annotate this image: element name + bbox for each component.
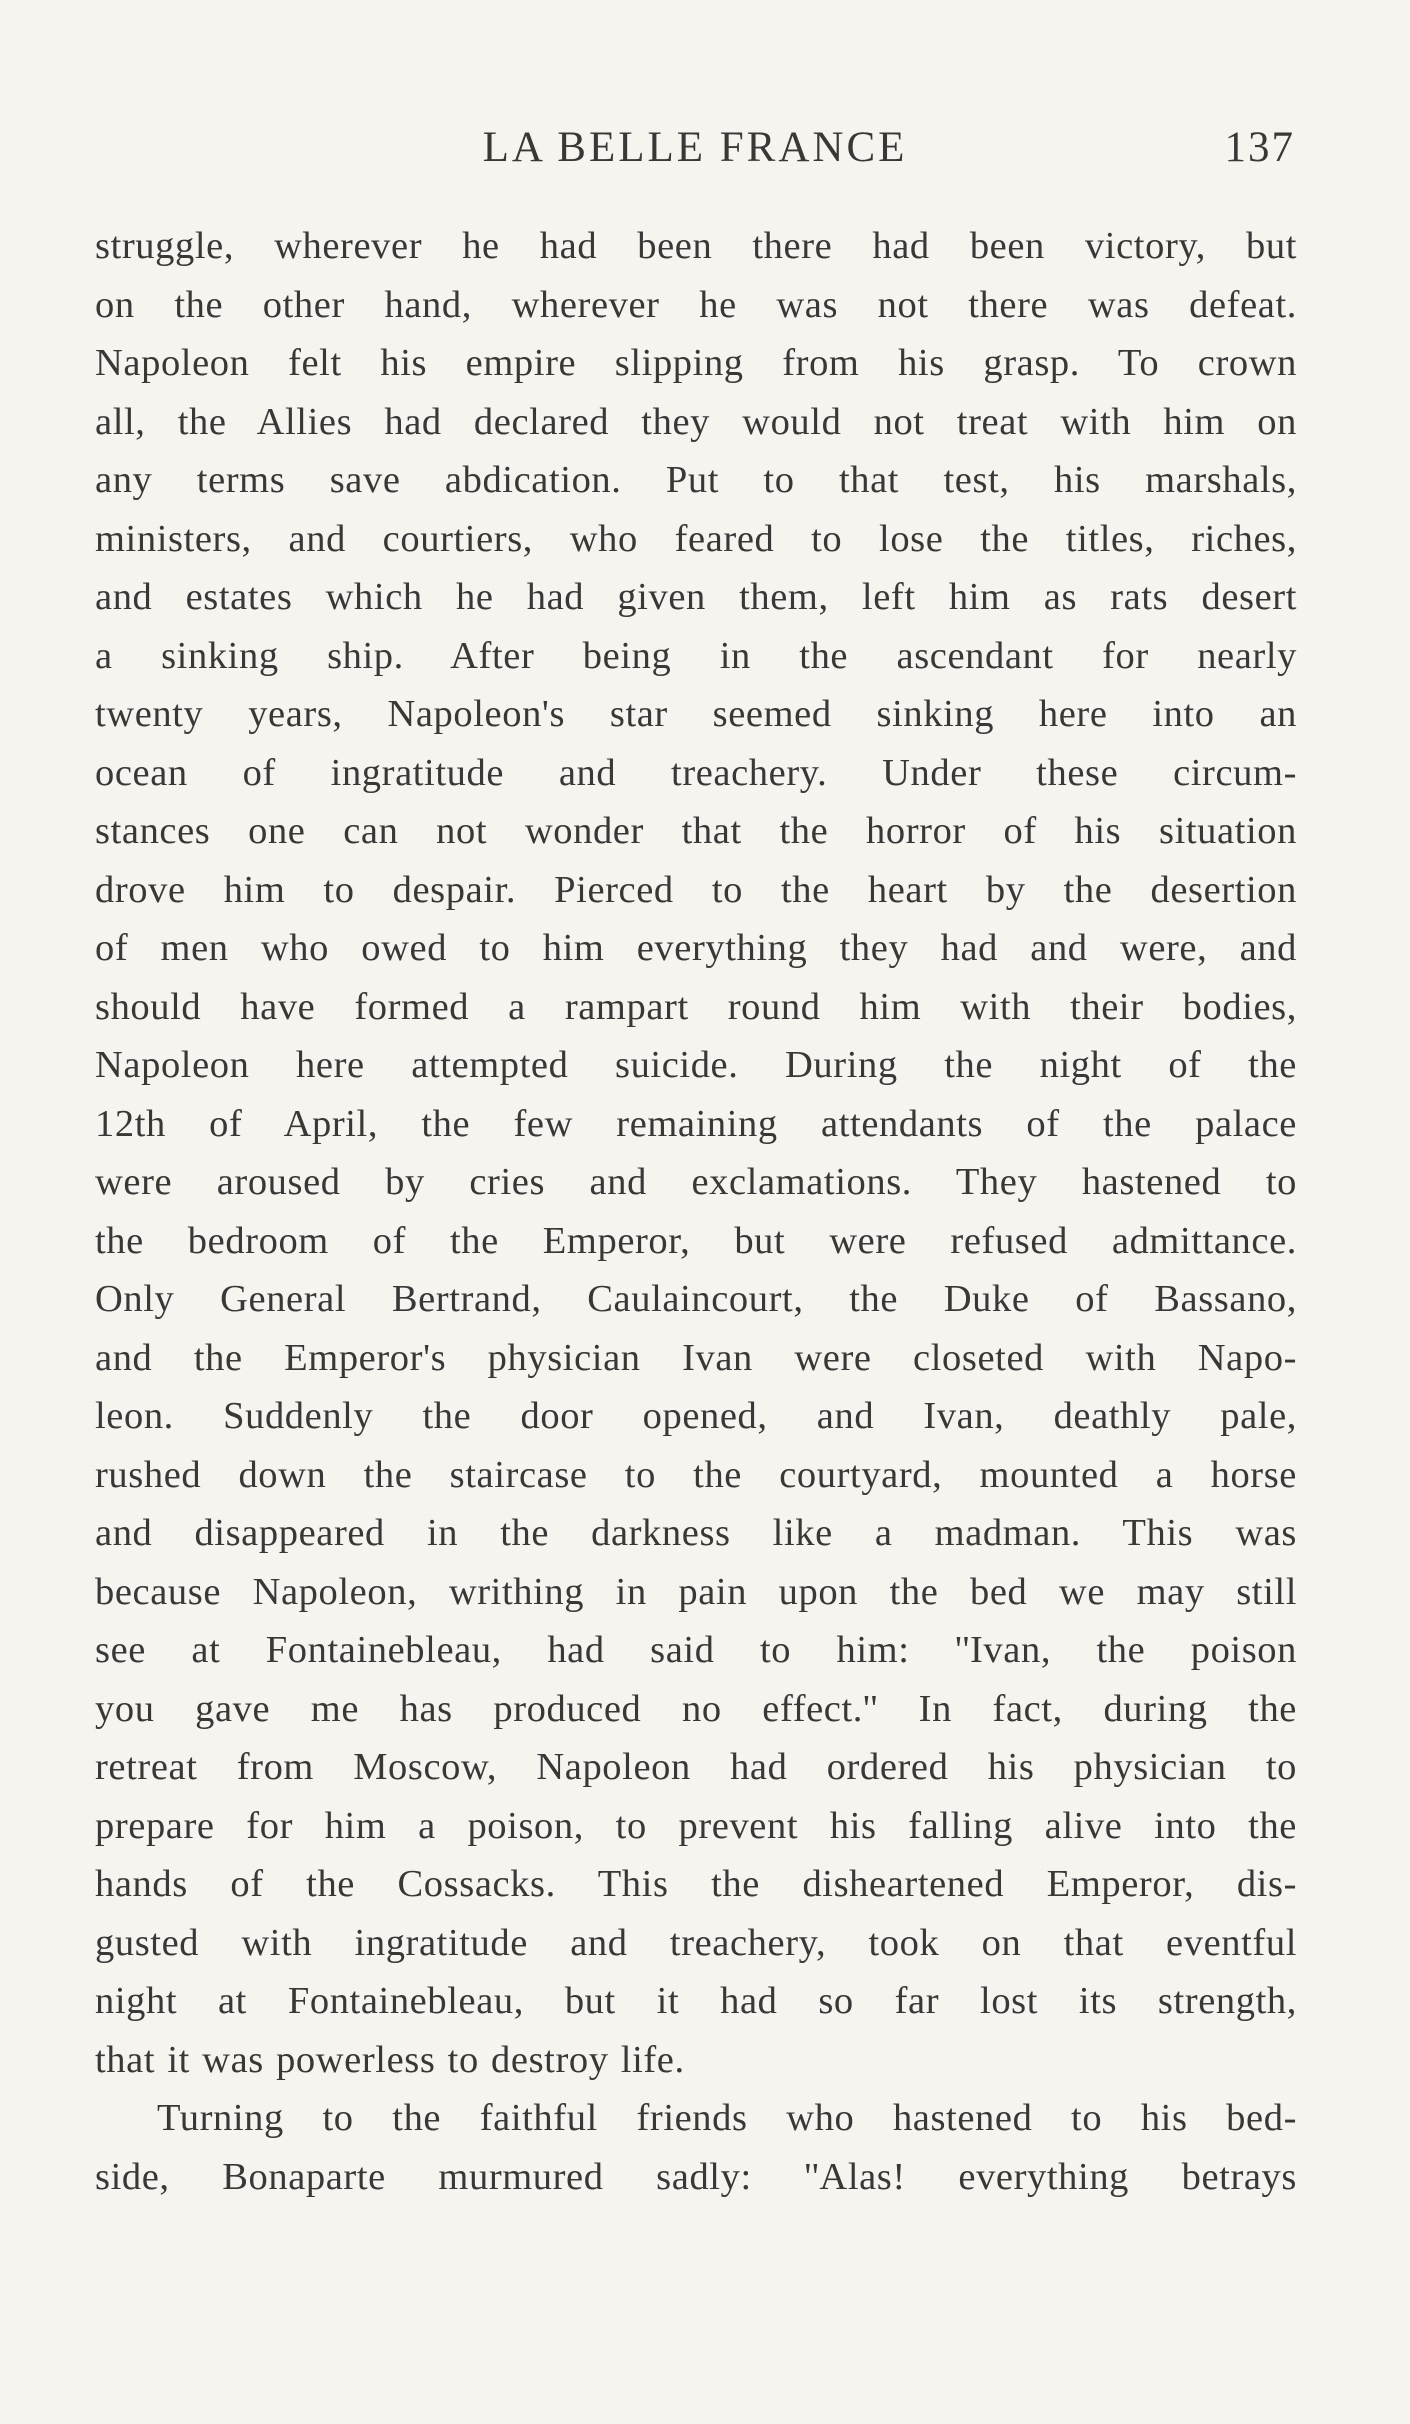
text-line: Napoleon here attempted suicide. During the night of the: [95, 1044, 1297, 1086]
text-line: see at Fontainebleau, had said to him: ''Ivan, the poison: [95, 1629, 1297, 1671]
text-line: you gave me has produced no effect.'' In fact, during the: [95, 1687, 1297, 1730]
text-line: night at Fontainebleau, but it had so far lost its strength,: [95, 1980, 1297, 2022]
paragraph: [95, 217, 1297, 2089]
text-line: 12th of April, the few remaining attendants of the palace: [95, 1102, 1297, 1145]
text-line: Only General Bertrand, Caulaincourt, the Duke of Bassano,: [95, 1278, 1297, 1320]
text-line: should have formed a rampart round him with their bodies,: [95, 985, 1297, 1028]
text-line: stances one can not wonder that the horror of his situation: [95, 810, 1297, 852]
text-line: leon. Suddenly the door opened, and Ivan, deathly pale,: [95, 1395, 1297, 1437]
text-line: side, Bonaparte murmured sadly: ''Alas! everything betrays: [95, 2155, 1297, 2198]
running-title: LA BELLE FRANCE: [482, 124, 908, 171]
text-line: a sinking ship. After being in the ascendant for nearly: [95, 634, 1297, 677]
text-line: of men who owed to him everything they had and were, and: [95, 927, 1297, 969]
text-line: and estates which he had given them, left him as rats desert: [95, 576, 1297, 618]
text-line: and the Emperor's physician Ivan were closeted with Napo-: [95, 1336, 1297, 1379]
text-line: and disappeared in the darkness like a madman. This was: [95, 1512, 1297, 1554]
text-line: that it was powerless to destroy life.: [95, 2038, 685, 2081]
body-text: [95, 217, 1297, 2206]
running-head: [95, 118, 1295, 178]
text-line: were aroused by cries and exclamations. They hastened to: [95, 1161, 1297, 1203]
text-line: drove him to despair. Pierced to the heart by the desertion: [95, 868, 1297, 911]
text-line: Turning to the faithful friends who hastened to his bed-: [157, 2097, 1297, 2139]
text-line: the bedroom of the Emperor, but were refused admittance.: [95, 1219, 1297, 1262]
text-line: Napoleon felt his empire slipping from his grasp. To crown: [95, 342, 1297, 384]
page-number: 137: [1224, 124, 1295, 171]
text-line: ocean of ingratitude and treachery. Under these circum-: [95, 751, 1297, 794]
text-line: prepare for him a poison, to prevent his falling alive into the: [95, 1804, 1297, 1847]
text-line: on the other hand, wherever he was not there was defeat.: [95, 283, 1297, 326]
text-line: hands of the Cossacks. This the disheartened Emperor, dis-: [95, 1863, 1297, 1905]
text-line: because Napoleon, writhing in pain upon the bed we may still: [95, 1570, 1297, 1613]
text-line: all, the Allies had declared they would not treat with him on: [95, 400, 1297, 443]
text-line: any terms save abdication. Put to that test, his marshals,: [95, 459, 1297, 501]
text-line: struggle, wherever he had been there had been victory, but: [95, 225, 1297, 267]
paragraph: [95, 2089, 1297, 2206]
text-line: gusted with ingratitude and treachery, took on that eventful: [95, 1921, 1297, 1964]
text-line: ministers, and courtiers, who feared to lose the titles, riches,: [95, 517, 1297, 560]
text-line: rushed down the staircase to the courtyard, mounted a horse: [95, 1453, 1297, 1496]
text-line: retreat from Moscow, Napoleon had ordered his physician to: [95, 1746, 1297, 1788]
text-line: twenty years, Napoleon's star seemed sinking here into an: [95, 693, 1297, 735]
